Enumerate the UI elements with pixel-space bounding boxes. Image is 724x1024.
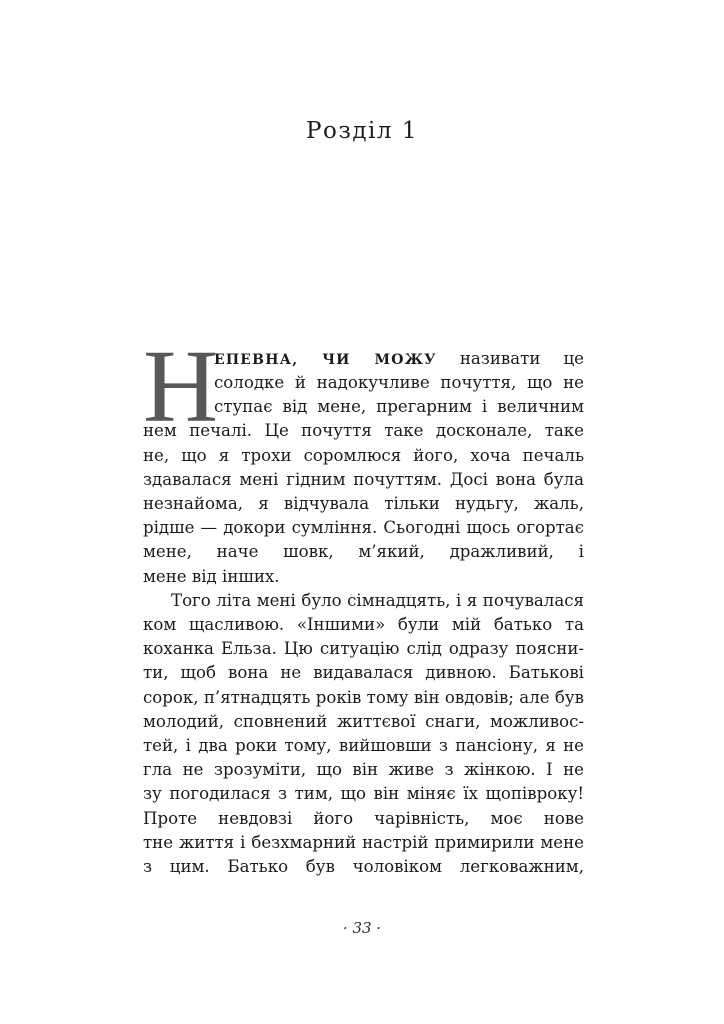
- first-line-text: називати це: [459, 348, 584, 368]
- text-line: молодий, сповнений життєвої снаги, можливос-: [143, 711, 584, 731]
- text-line: Того літа мені було сімнадцять, і я почувалася: [171, 590, 584, 610]
- smallcaps-lead-in: ЕПЕВНА, ЧИ МОЖУ: [214, 351, 437, 368]
- text-line: незнайома, я відчувала тільки нудьгу, жаль,: [143, 494, 584, 513]
- text-line: солодке й надокучливе почуття, що не: [214, 373, 584, 392]
- page-number: · 33 ·: [342, 919, 382, 938]
- text-line: мене, наче шовк, м’який, дражливий, і: [143, 542, 584, 562]
- text-line: Проте невдовзі його чарівність, моє нове: [143, 808, 584, 828]
- text-line: з цим. Батько був чоловіком легковажним,: [143, 857, 584, 876]
- text-line: тне життя і безхмарний настрій примирили мене: [143, 832, 584, 852]
- text-line: сорок, п’ятнадцять років тому він овдовів; але був: [143, 687, 584, 707]
- text-line: зу погодилася з тим, що він міняє їх щопівроку!: [143, 784, 584, 804]
- text-line: [214, 349, 584, 369]
- text-line: гла не зрозуміти, що він живе з жінкою. І не: [143, 760, 584, 780]
- text-line: ком щасливою. «Іншими» були мій батько та: [143, 615, 584, 634]
- text-line: здавалася мені гідним почуттям. Досі вона була: [143, 469, 584, 489]
- text-line: коханка Ельза. Цю ситуацію слід одразу поясни-: [143, 639, 584, 659]
- drop-cap: Н: [143, 328, 219, 444]
- text-line: тей, і два роки тому, вийшовши з пансіону, я не: [143, 736, 584, 755]
- text-line: ти, щоб вона не видавалася дивною. Батькові: [143, 663, 584, 683]
- text-line: рідше — докори сумління. Сьогодні щось огортає: [143, 518, 584, 538]
- text-line: нем печалі. Це почуття таке досконале, таке: [143, 421, 584, 441]
- text-line: мене від інших.: [143, 566, 280, 586]
- text-line: ступає від мене, прегарним і величним: [214, 397, 584, 417]
- text-line: не, що я трохи соромлюся його, хоча печаль: [143, 445, 584, 465]
- chapter-title: Розділ 1: [306, 118, 418, 144]
